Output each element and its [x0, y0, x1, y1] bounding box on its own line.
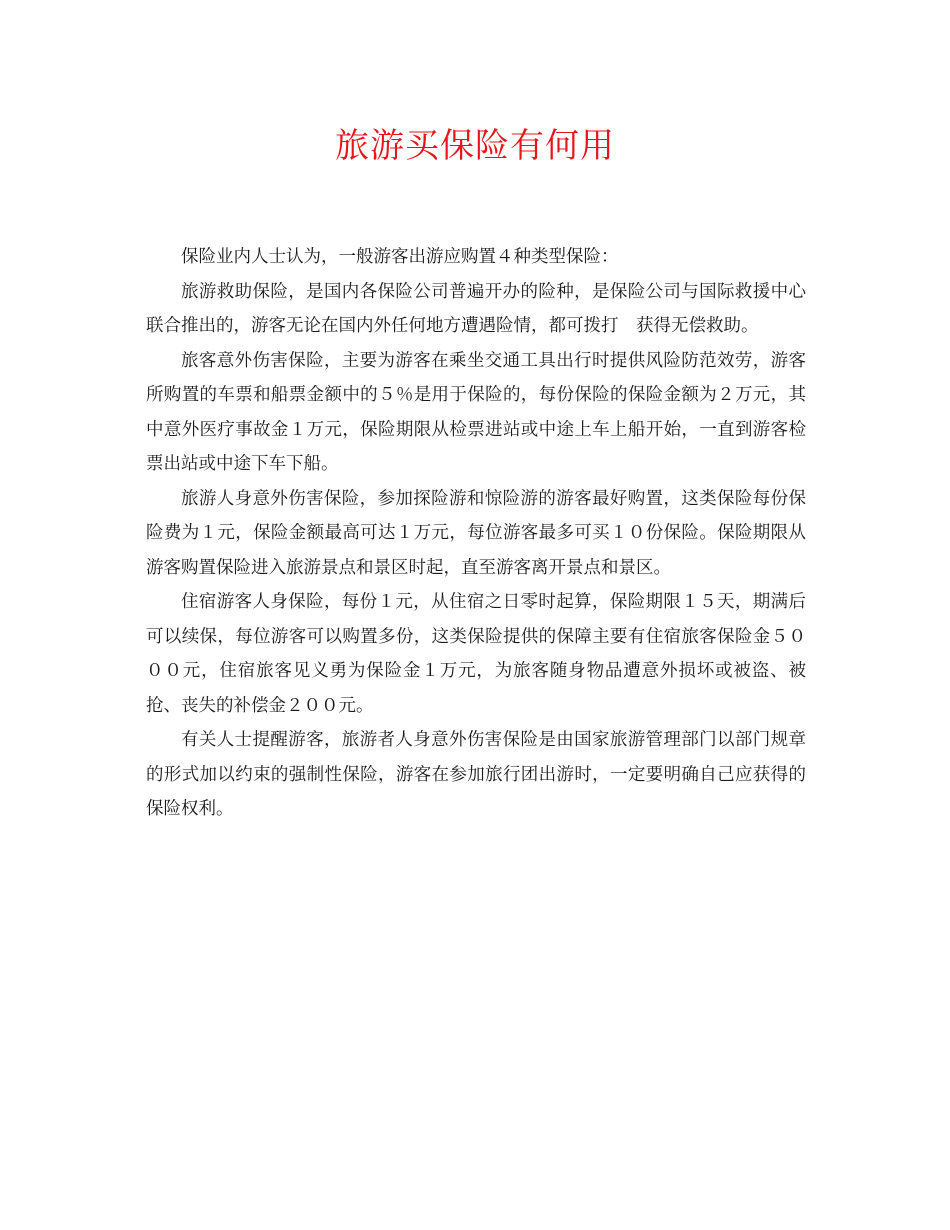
paragraph-intro: 保险业内人士认为，一般游客出游应购置４种类型保险： [181, 247, 619, 267]
document-body [146, 240, 806, 827]
paragraph-rescue-insurance: 旅游救助保险，是国内各保险公司普遍开办的险种，是保险公司与国际救援中心联合推出的，游客无论在国内外任何地方遭遇险情，都可拨打 获得无偿救助。 [146, 281, 806, 336]
paragraph-passenger-accident-insurance: 旅客意外伤害保险，主要为游客在乘坐交通工具出行时提供风险防范效劳，游客所购置的车票和船票金额中的５％是用于保险的，每份保险的保险金额为２万元，其中意外医疗事故金１万元，保险期限从检票进站或中途上车上船开始，一直到游客检票出站或中途下车下船。 [146, 350, 806, 474]
paragraph-travel-personal-accident-insurance: 旅游人身意外伤害保险，参加探险游和惊险游的游客最好购置，这类保险每份保险费为１元，保险金额最高可达１万元，每位游客最多可买１０份保险。保险期限从游客购置保险进入旅游景点和景区时起，直至游客离开景点和景区。 [146, 488, 806, 578]
paragraph-lodging-insurance: 住宿游客人身保险，每份１元，从住宿之日零时起算，保险期限１５天，期满后可以续保，每位游客可以购置多份，这类保险提供的保障主要有住宿旅客保险金５０００元，住宿旅客见义勇为保险金１万元，为旅客随身物品遭意外损坏或被盗、被抢、丧失的补偿金２００元。 [146, 592, 806, 716]
document-title: 旅游买保险有何用 [335, 126, 615, 166]
paragraph-reminder: 有关人士提醒游客，旅游者人身意外伤害保险是由国家旅游管理部门以部门规章的形式加以约束的强制性保险，游客在参加旅行团出游时，一定要明确自己应获得的保险权利。 [146, 730, 806, 819]
